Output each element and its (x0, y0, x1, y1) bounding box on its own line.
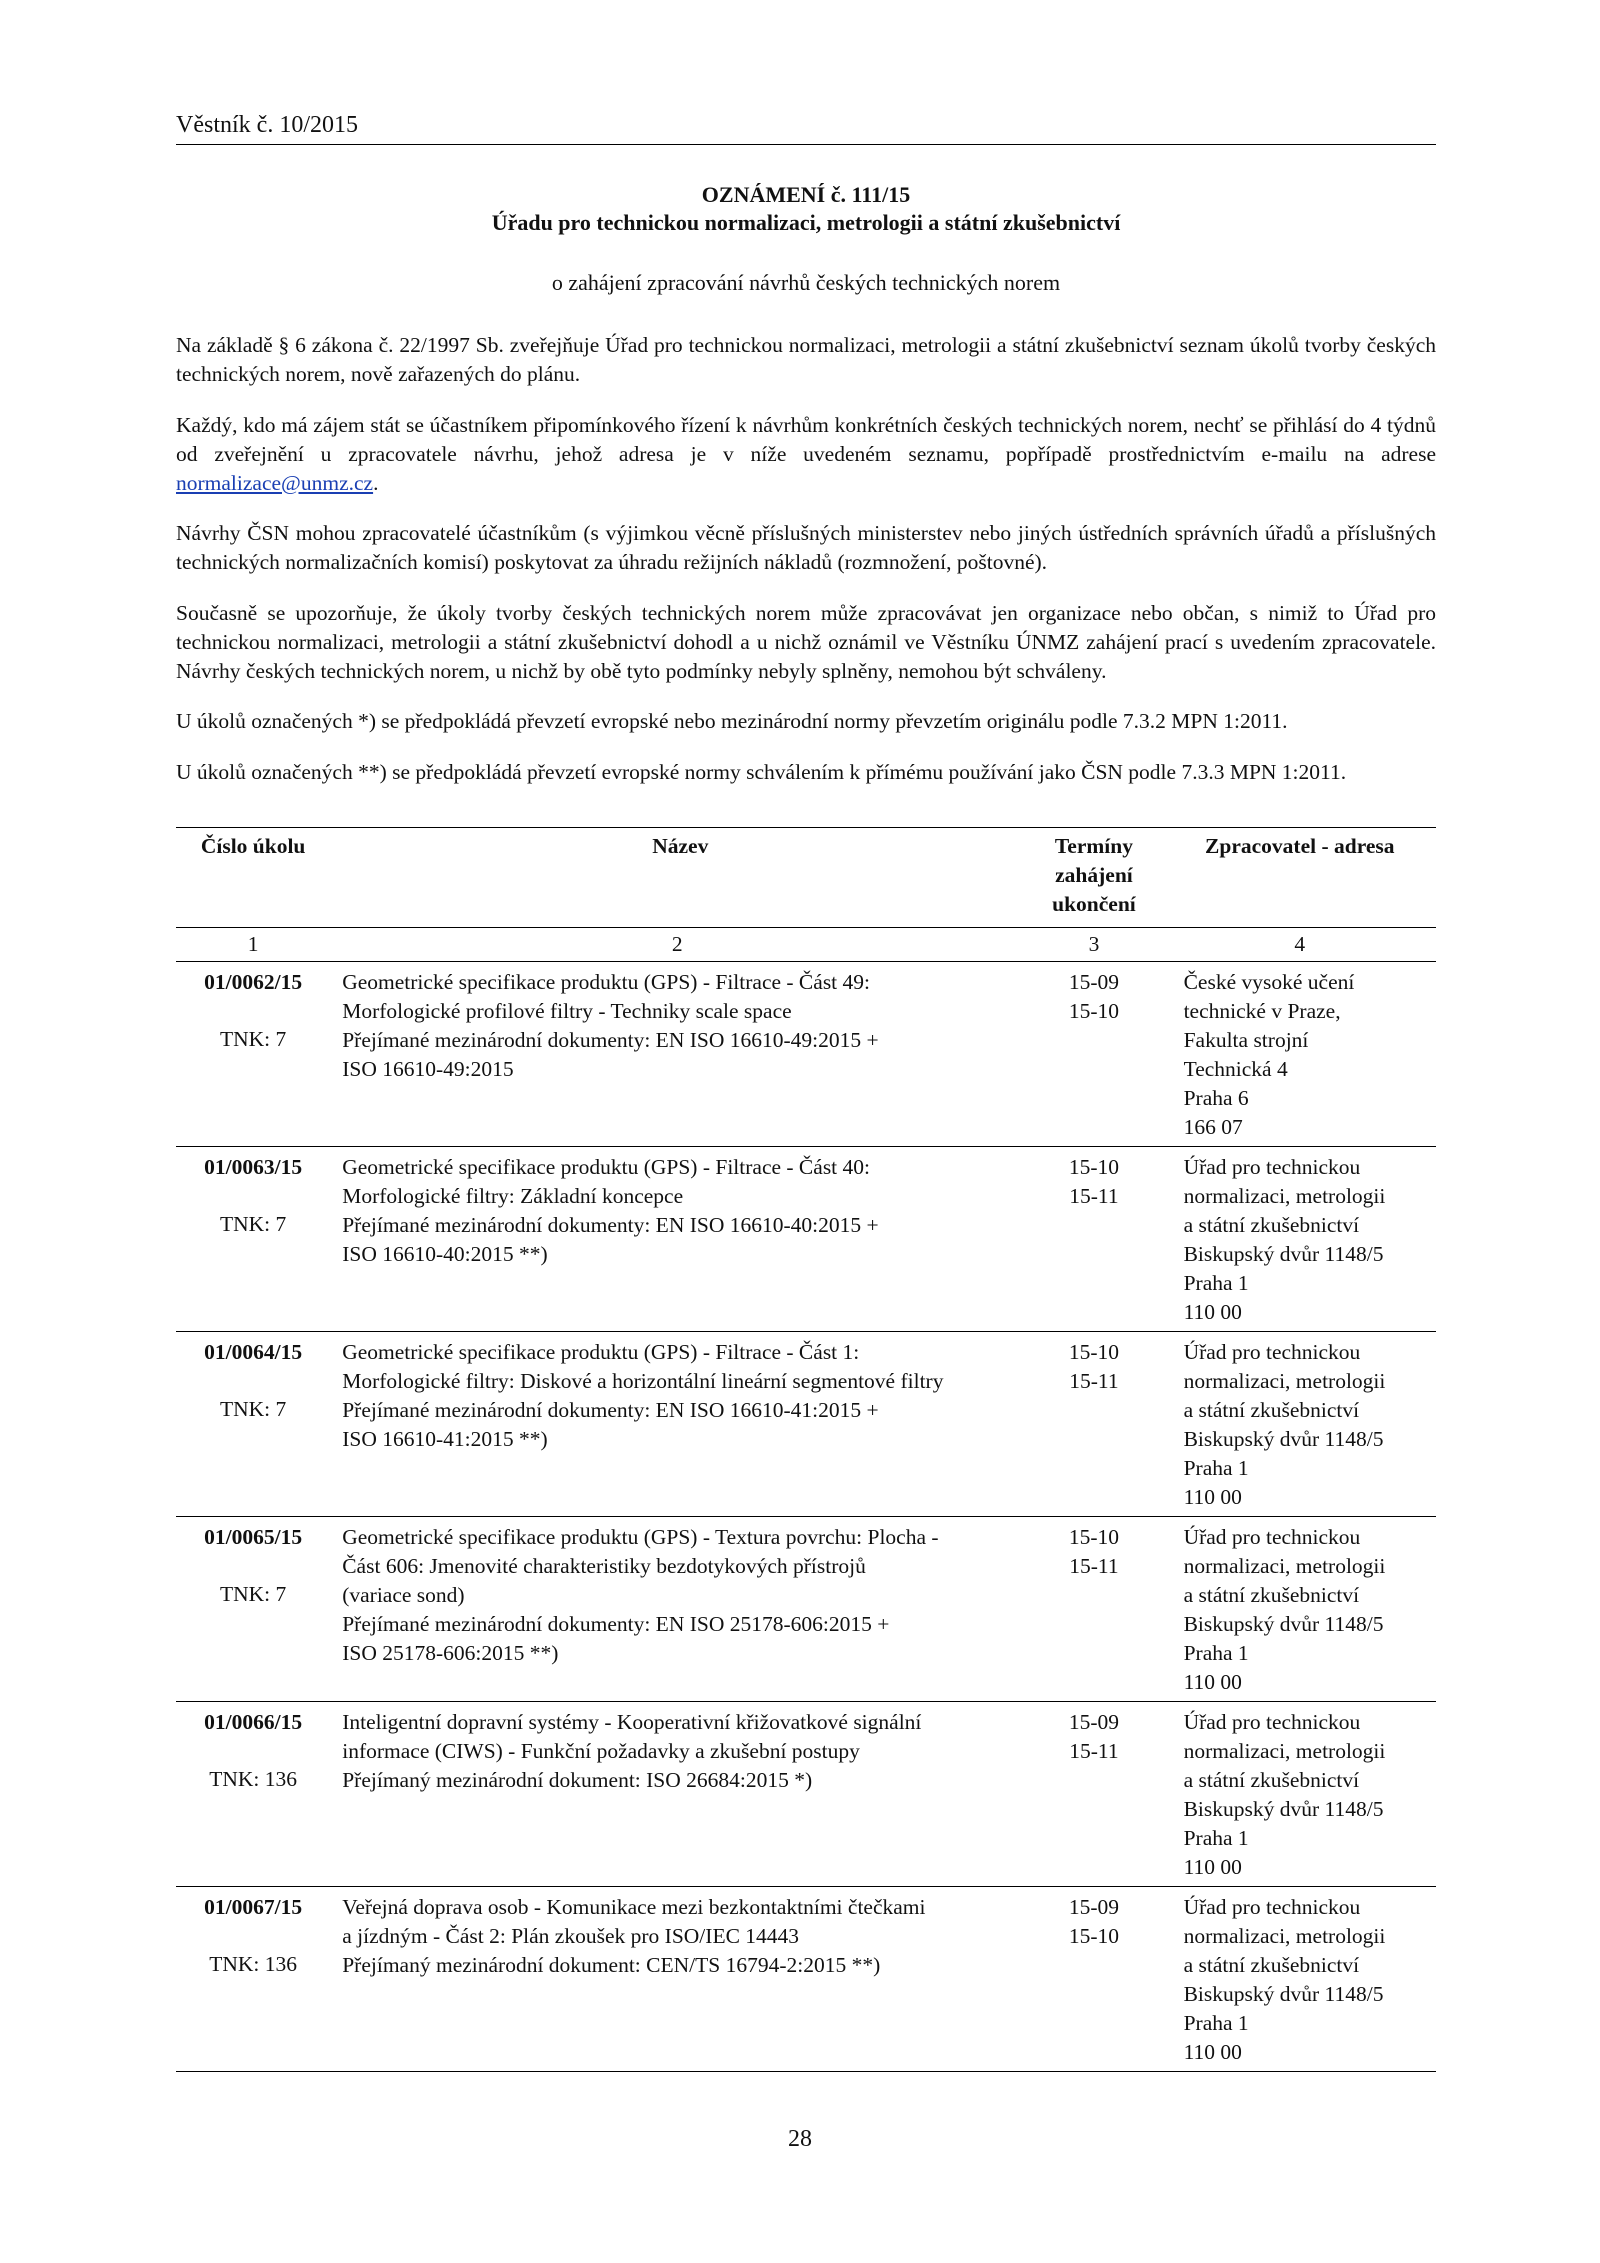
address-line: Praha 1 (1183, 1455, 1249, 1480)
address-line: Úřad pro technickou (1183, 1154, 1361, 1179)
end-term: 15-10 (1068, 1923, 1120, 1948)
end-term: 15-11 (1069, 1553, 1119, 1578)
address-line: normalizaci, metrologii (1183, 1368, 1386, 1393)
table-row (176, 961, 1436, 1146)
task-terms-cell (1024, 1146, 1163, 1331)
address-line: Biskupský dvůr 1148/5 (1183, 1426, 1384, 1451)
journal-header: Věstník č. 10/2015 (176, 110, 1436, 145)
task-title-line: a jízdným - Část 2: Plán zkoušek pro ISO/IEC 14443 (342, 1923, 800, 1948)
tasks-table (176, 827, 1436, 2072)
task-terms-cell (1024, 1886, 1163, 2071)
task-number: 01/0063/15 (204, 1154, 303, 1179)
address-line: 110 00 (1183, 2039, 1242, 2064)
table-row (176, 1886, 1436, 2071)
address-line: 110 00 (1183, 1484, 1242, 1509)
task-title-line: Přejímané mezinárodní dokumenty: EN ISO 16610-49:2015 + (342, 1027, 879, 1052)
processor-address-cell (1164, 1701, 1436, 1886)
task-title-cell (330, 961, 1024, 1146)
address-line: Úřad pro technickou (1183, 1524, 1361, 1549)
header-terms-line-3: ukončení (1052, 891, 1136, 916)
end-term: 15-11 (1069, 1368, 1119, 1393)
task-id-cell (176, 1701, 330, 1886)
address-line: Úřad pro technickou (1183, 1339, 1361, 1364)
task-number: 01/0062/15 (204, 969, 303, 994)
task-title-line: Přejímané mezinárodní dokumenty: EN ISO 16610-40:2015 + (342, 1212, 879, 1237)
processor-address-cell (1164, 1146, 1436, 1331)
column-number-3: 3 (1024, 927, 1163, 961)
table-row (176, 1146, 1436, 1331)
address-line: Praha 1 (1183, 1825, 1249, 1850)
tnk-label: TNK: 136 (209, 1951, 297, 1976)
task-title-line: ISO 16610-40:2015 **) (342, 1241, 548, 1266)
task-title-cell (330, 1146, 1024, 1331)
processor-address-cell (1164, 1516, 1436, 1701)
table-row (176, 1331, 1436, 1516)
address-line: Úřad pro technickou (1183, 1709, 1361, 1734)
task-id-cell (176, 1886, 330, 2071)
address-line: 110 00 (1183, 1854, 1242, 1879)
address-line: Technická 4 (1183, 1056, 1288, 1081)
task-number: 01/0065/15 (204, 1524, 303, 1549)
task-title-line: Morfologické filtry: Diskové a horizontální lineární segmentové filtry (342, 1368, 944, 1393)
address-line: Úřad pro technickou (1183, 1894, 1361, 1919)
task-title-line: (variace sond) (342, 1582, 465, 1607)
task-title-line: Inteligentní dopravní systémy - Kooperativní křižovatkové signální (342, 1709, 922, 1734)
task-number: 01/0064/15 (204, 1339, 303, 1364)
address-line: 110 00 (1183, 1299, 1242, 1324)
paragraph-double-star: U úkolů označených **) se předpokládá převzetí evropské normy schválením k přímému používání jako ČSN podle 7.3.3 MPN 1:2011. (176, 759, 1347, 784)
address-line: Fakulta strojní (1183, 1027, 1309, 1052)
processor-address-cell (1164, 961, 1436, 1146)
task-id-cell (176, 1331, 330, 1516)
address-line: a státní zkušebnictví (1183, 1212, 1360, 1237)
paragraph-single-star: U úkolů označených *) se předpokládá převzetí evropské nebo mezinárodní normy převzetím originálu podle 7.3.2 MPN 1:2011. (176, 709, 1288, 733)
paragraph-legal-basis: Na základě § 6 zákona č. 22/1997 Sb. zveřejňuje Úřad pro technickou normalizaci, metrologii a státní zkušebnictví seznam úkolů tvorby českých technických norem, nově zařazených do plánu. (176, 333, 1436, 386)
task-terms-cell (1024, 1516, 1163, 1701)
task-title-line: Přejímané mezinárodní dokumenty: EN ISO 16610-41:2015 + (342, 1397, 879, 1422)
announcement-title: OZNÁMENÍ č. 111/15 (701, 182, 911, 207)
task-title-line: Geometrické specifikace produktu (GPS) - Filtrace - Část 49: (342, 969, 871, 994)
address-line: normalizaci, metrologii (1183, 1553, 1386, 1578)
task-title-line: Veřejná doprava osob - Komunikace mezi bezkontaktními čtečkami (342, 1894, 926, 1919)
start-term: 15-09 (1068, 969, 1120, 994)
tnk-label: TNK: 7 (219, 1396, 287, 1421)
end-term: 15-10 (1068, 998, 1120, 1023)
processor-address-cell (1164, 1331, 1436, 1516)
header-processor: Zpracovatel - adresa (1164, 827, 1436, 927)
address-line: Praha 1 (1183, 1640, 1249, 1665)
announcement-subtitle: Úřadu pro technickou normalizaci, metrologii a státní zkušebnictví (491, 210, 1121, 235)
address-line: a státní zkušebnictví (1183, 1582, 1360, 1607)
processor-address-cell (1164, 1886, 1436, 2071)
task-id-cell (176, 1516, 330, 1701)
task-title-cell (330, 1886, 1024, 2071)
task-number: 01/0066/15 (204, 1709, 303, 1734)
address-line: Biskupský dvůr 1148/5 (1183, 1611, 1384, 1636)
task-title-line: ISO 25178-606:2015 **) (342, 1640, 559, 1665)
address-line: Praha 1 (1183, 1270, 1249, 1295)
page-number: 28 (788, 2126, 812, 2152)
address-line: normalizaci, metrologii (1183, 1738, 1386, 1763)
task-title-line: ISO 16610-49:2015 (342, 1056, 514, 1081)
task-id-cell (176, 961, 330, 1146)
end-term: 15-11 (1069, 1738, 1119, 1763)
table-row (176, 1516, 1436, 1701)
task-title-line: Geometrické specifikace produktu (GPS) - Textura povrchu: Plocha - (342, 1524, 939, 1549)
address-line: Praha 1 (1183, 2010, 1249, 2035)
table-header-row (176, 827, 1436, 927)
task-rows (176, 961, 1436, 2071)
header-task-number: Číslo úkolu (176, 827, 330, 927)
address-line: Biskupský dvůr 1148/5 (1183, 1241, 1384, 1266)
address-line: 166 07 (1183, 1114, 1243, 1139)
email-link[interactable]: normalizace@unmz.cz (176, 470, 374, 495)
title-block (176, 181, 1436, 297)
address-line: a státní zkušebnictví (1183, 1397, 1360, 1422)
participation-text: Každý, kdo má zájem stát se účastníkem připomínkového řízení k návrhům konkrétních českých technických norem, nechť se přihlásí do 4 týdnů od zveřejnění u zpracovatele návrhu, jehož adresa je v níže uvedeném seznamu, popřípadě prostřednictvím e-mailu na adrese (176, 412, 1436, 466)
header-terms (1024, 827, 1163, 927)
address-line: normalizaci, metrologii (1183, 1923, 1386, 1948)
task-title-line: Geometrické specifikace produktu (GPS) - Filtrace - Část 40: (342, 1154, 871, 1179)
column-number-1: 1 (176, 927, 330, 961)
task-title-line: Morfologické filtry: Základní koncepce (342, 1183, 684, 1208)
task-terms-cell (1024, 1331, 1163, 1516)
task-title-line: Přejímaný mezinárodní dokument: CEN/TS 16794-2:2015 **) (342, 1952, 881, 1977)
task-title-cell (330, 1331, 1024, 1516)
task-title-line: ISO 16610-41:2015 **) (342, 1426, 548, 1451)
start-term: 15-10 (1068, 1524, 1120, 1549)
tnk-label: TNK: 136 (209, 1766, 297, 1791)
column-number-row (176, 927, 1436, 961)
task-title-line: Přejímaný mezinárodní dokument: ISO 26684:2015 *) (342, 1767, 813, 1792)
task-terms-cell (1024, 961, 1163, 1146)
task-id-cell (176, 1146, 330, 1331)
end-term: 15-11 (1069, 1183, 1119, 1208)
tnk-label: TNK: 7 (219, 1581, 287, 1606)
task-title-line: Přejímané mezinárodní dokumenty: EN ISO 25178-606:2015 + (342, 1611, 890, 1636)
paragraph-participation (176, 411, 1436, 498)
tnk-label: TNK: 7 (219, 1211, 287, 1236)
address-line: technické v Praze, (1183, 998, 1341, 1023)
address-line: Praha 6 (1183, 1085, 1249, 1110)
task-title-cell (330, 1701, 1024, 1886)
task-title-line: Morfologické profilové filtry - Techniky scale space (342, 998, 792, 1023)
address-line: České vysoké učení (1183, 969, 1355, 994)
address-line: normalizaci, metrologii (1183, 1183, 1386, 1208)
task-title-line: informace (CIWS) - Funkční požadavky a zkušební postupy (342, 1738, 860, 1763)
header-terms-line-2: zahájení (1055, 862, 1133, 887)
tnk-label: TNK: 7 (219, 1026, 287, 1051)
address-line: Biskupský dvůr 1148/5 (1183, 1796, 1384, 1821)
participation-end: . (373, 470, 379, 495)
task-number: 01/0067/15 (204, 1894, 303, 1919)
task-title-line: Část 606: Jmenovité charakteristiky bezdotykových přístrojů (342, 1553, 866, 1578)
start-term: 15-10 (1068, 1154, 1120, 1179)
address-line: 110 00 (1183, 1669, 1242, 1694)
announcement-lead: o zahájení zpracování návrhů českých technických norem (551, 270, 1061, 295)
task-title-cell (330, 1516, 1024, 1701)
address-line: a státní zkušebnictví (1183, 1952, 1360, 1977)
paragraph-notice: Současně se upozorňuje, že úkoly tvorby českých technických norem může zpracovávat jen organizace nebo občan, s nimiž to Úřad pro technickou normalizaci, metrologii a státní zkušebnictví dohodl a u nichž oznámil ve Věstníku ÚNMZ zahájení prací s uvedením zpracovatele. Návrhy českých technických norem, u nichž by obě tyto podmínky nebyly splněny, nemohou být schváleny. (176, 600, 1436, 683)
task-title-line: Geometrické specifikace produktu (GPS) - Filtrace - Část 1: (342, 1339, 860, 1364)
column-number-2: 2 (330, 927, 1024, 961)
header-title: Název (330, 827, 1024, 927)
start-term: 15-09 (1068, 1894, 1120, 1919)
address-line: a státní zkušebnictví (1183, 1767, 1360, 1792)
start-term: 15-10 (1068, 1339, 1120, 1364)
start-term: 15-09 (1068, 1709, 1120, 1734)
document-page (176, 110, 1436, 2072)
task-terms-cell (1024, 1701, 1163, 1886)
header-terms-line-1: Termíny (1054, 833, 1133, 858)
table-row (176, 1701, 1436, 1886)
address-line: Biskupský dvůr 1148/5 (1183, 1981, 1384, 2006)
column-number-4: 4 (1164, 927, 1436, 961)
paragraph-drafts: Návrhy ČSN mohou zpracovatelé účastníkům (s výjimkou věcně příslušných ministerstev nebo jiných ústředních správních úřadů a příslušných technických normalizačních komisí) poskytovat za úhradu režijních nákladů (rozmnožení, poštovné). (176, 521, 1436, 574)
